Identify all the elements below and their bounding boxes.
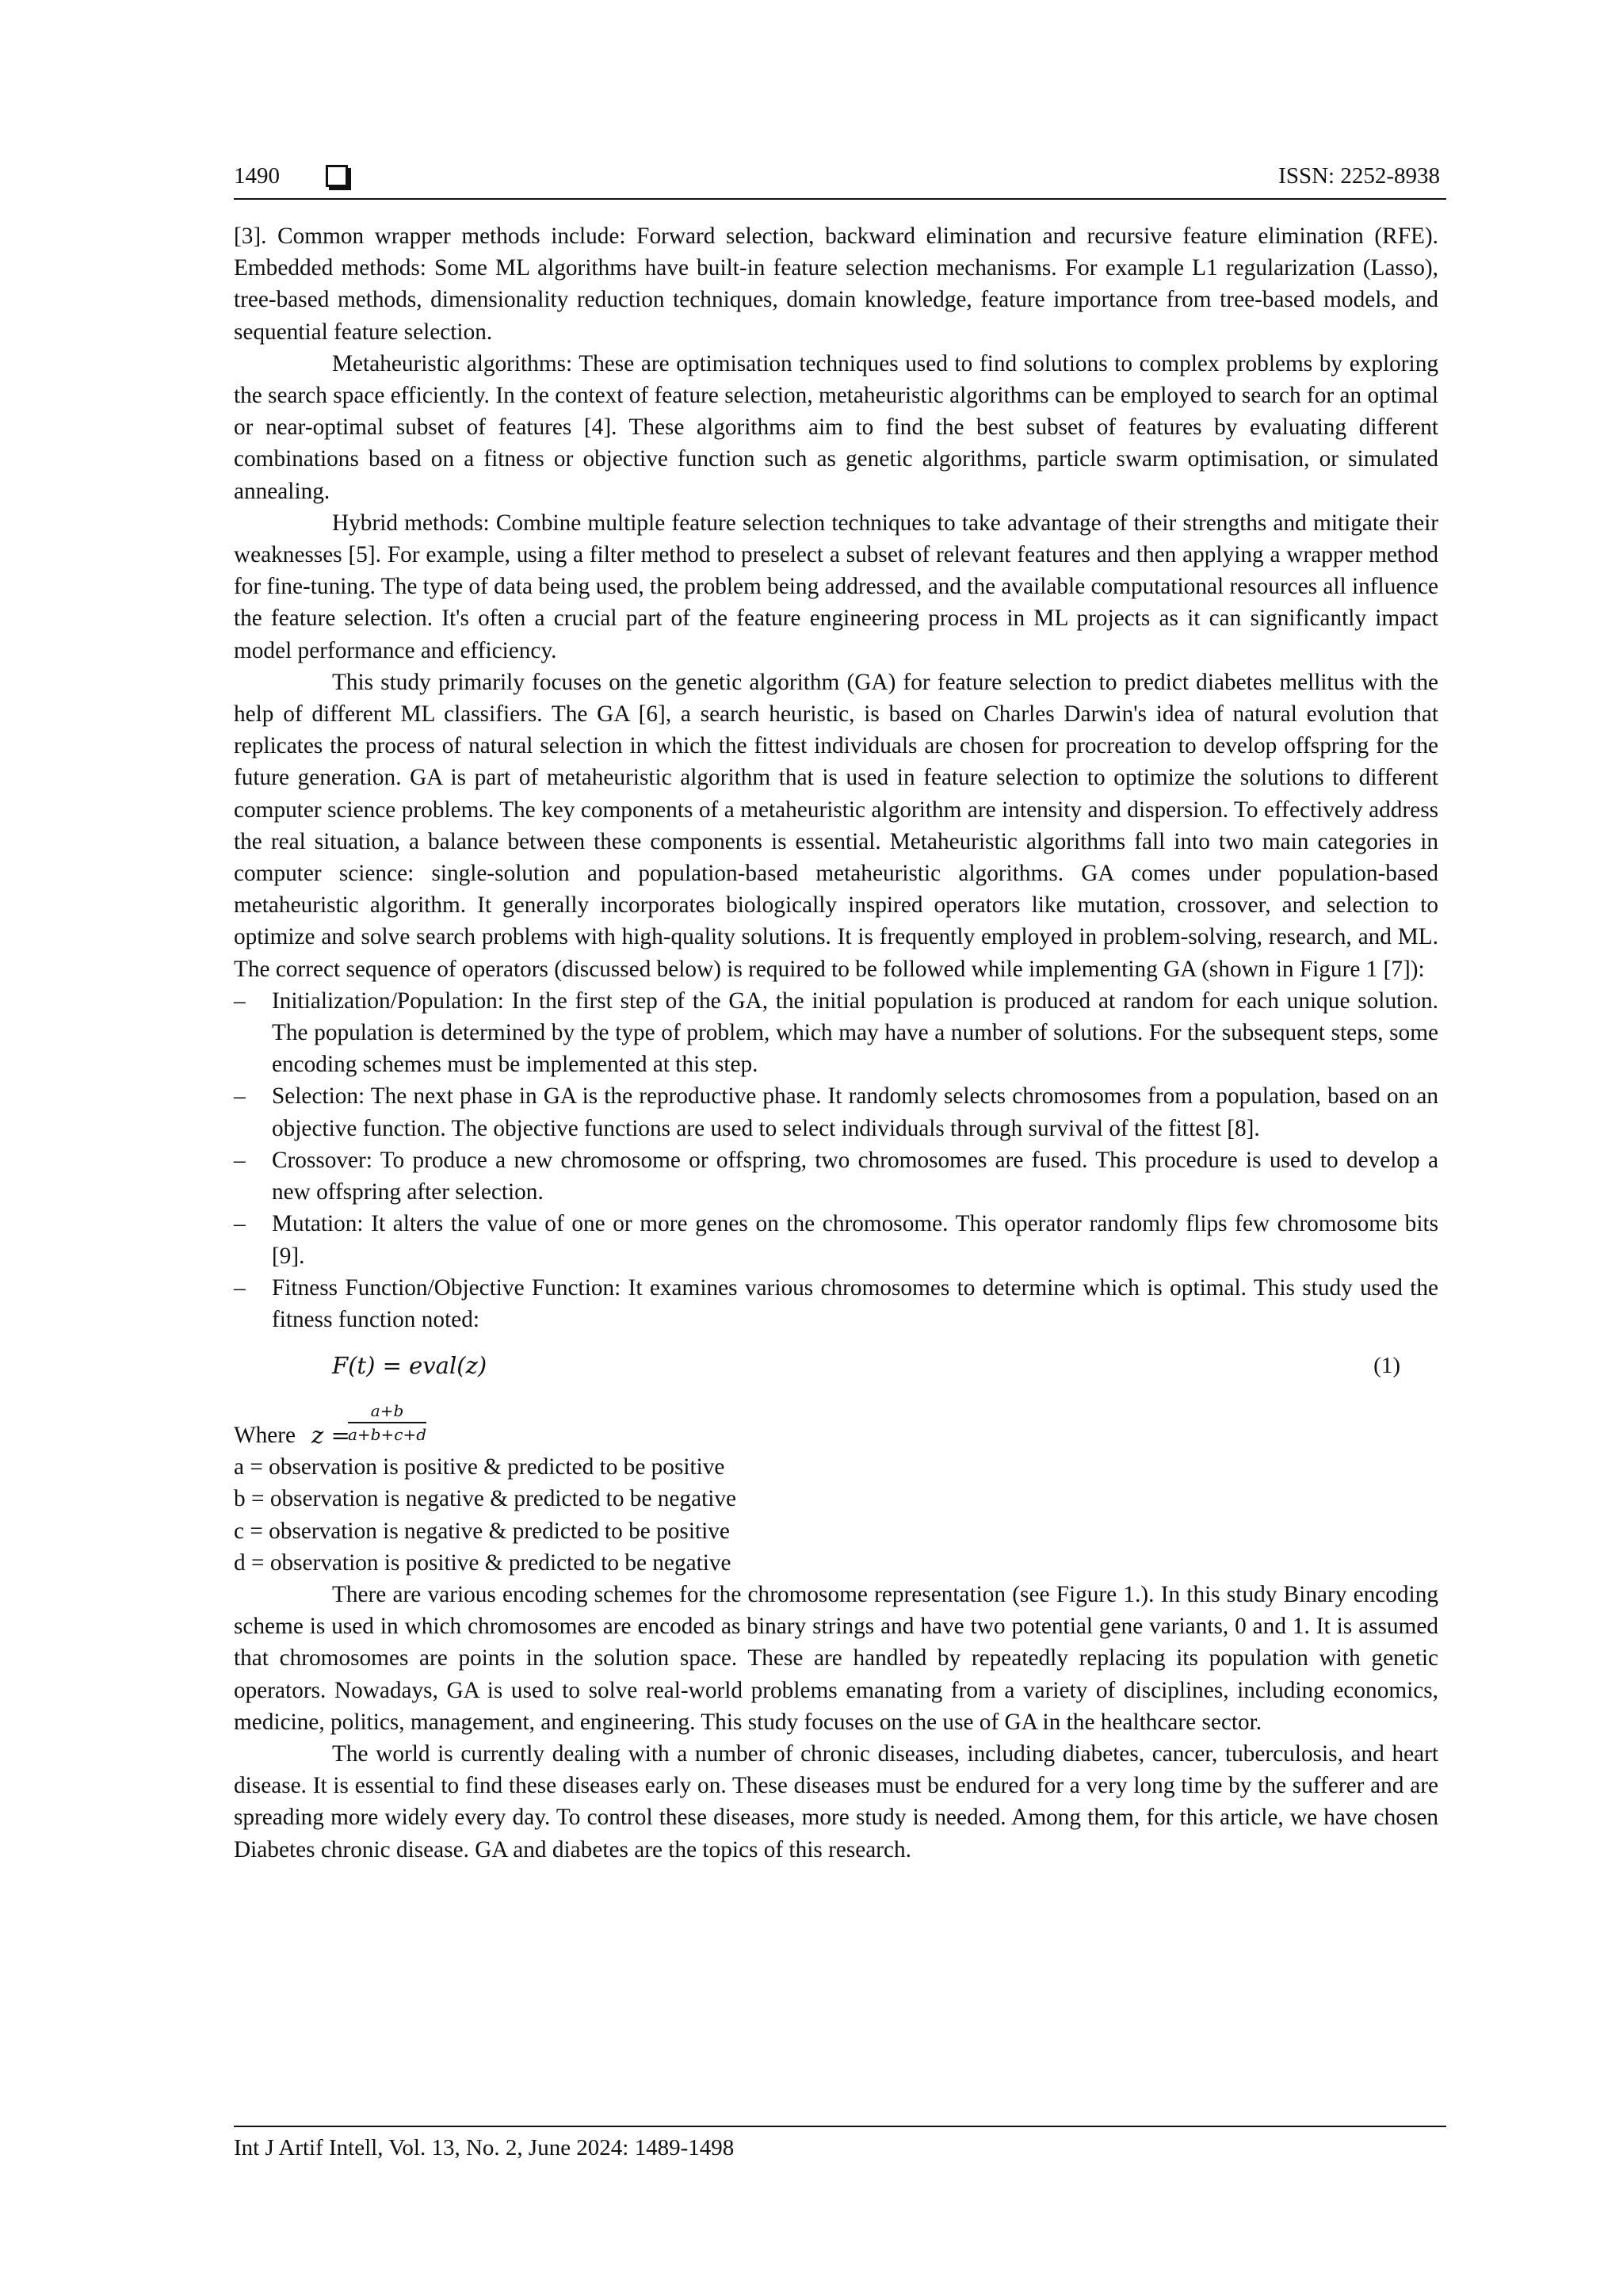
list-item: – Crossover: To produce a new chromosome or offspring, two chromosomes are fused. This procedure is used to develop a new offspring after selection. xyxy=(234,1144,1438,1208)
paragraph-hybrid: Hybrid methods: Combine multiple feature selection techniques to take advantage of their strengths and mitigate their weaknesses [5]. For example, using a filter method to preselect a subset of relevant features and then applying a wrapper method for fine-tuning. The type of data being used, the problem being addressed, and the available computational resources all influence the feature selection. It's often a crucial part of the feature engineering process in ML projects as it can significantly impact model performance and efficiency. xyxy=(234,510,1438,663)
definition-b: b = observation is negative & predicted to be negative xyxy=(234,1486,737,1512)
paragraph-wrapper-methods: [3]. Common wrapper methods include: Forward selection, backward elimination and recursive feature elimination (RFE). Embedded methods: Some ML algorithms have built-in feature selection mechanisms. For example L1 regularization (Lasso), tree-based methods, dimensionality reduction techniques, domain knowledge, feature importance from tree-based models, and sequential feature selection. xyxy=(234,223,1438,345)
where-label: Where xyxy=(234,1423,296,1449)
where-clause xyxy=(234,1399,1438,1451)
page-number: 1490 xyxy=(234,163,280,189)
fraction xyxy=(348,1400,426,1445)
equation-number: (1) xyxy=(1373,1353,1400,1379)
header-rule xyxy=(234,198,1446,200)
box-icon xyxy=(326,165,348,187)
footer-citation: Int J Artif Intell, Vol. 13, No. 2, June 2024: 1489-1498 xyxy=(234,2135,735,2160)
definition-a: a = observation is positive & predicted to be positive xyxy=(234,1454,725,1480)
fraction-numerator: a+b xyxy=(370,1401,404,1421)
definition-c: c = observation is negative & predicted to be positive xyxy=(234,1518,730,1544)
definition-d: d = observation is positive & predicted to be negative xyxy=(234,1549,731,1576)
article-body xyxy=(234,220,1438,1866)
fraction-denominator: a+b+c+d xyxy=(348,1425,427,1445)
list-item: – Mutation: It alters the value of one or more genes on the chromosome. This operator randomly flips few chromosome bits [9]. xyxy=(234,1208,1438,1271)
fraction-bar xyxy=(348,1422,426,1423)
equation-expression: F(t) = eval(z) xyxy=(332,1352,487,1380)
equation-1 xyxy=(234,1335,1438,1399)
paragraph-metaheuristic: Metaheuristic algorithms: These are optimisation techniques used to find solutions to complex problems by exploring the search space efficiently. In the context of feature selection, metaheuristic algorithms can be employed to search for an optimal or near-optimal subset of features [4]. These algorithms aim to find the best subset of features by evaluating different combinations based on a fitness or objective function such as genetic algorithms, particle swarm optimisation, or simulated annealing. xyxy=(234,350,1438,504)
list-item: – Fitness Function/Objective Function: It examines various chromosomes to determine which is optimal. This study used the fitness function noted: xyxy=(234,1272,1438,1335)
paragraph-encoding: There are various encoding schemes for the chromosome representation (see Figure 1.). In this study Binary encoding scheme is used in which chromosomes are encoded as binary strings and have two potential gene variants, 0 and 1. It is assumed that chromosomes are points in the solution space. These are handled by repeatedly replacing its population with genetic operators. Nowadays, GA is used to solve real-world problems emanating from a variety of disciplines, including economics, medicine, politics, management, and engineering. This study focuses on the use of GA in the healthcare sector. xyxy=(234,1581,1438,1735)
list-item: – Initialization/Population: In the first step of the GA, the initial population is produced at random for each unique solution. The population is determined by the type of problem, which may have a number of solutions. For the subsequent steps, some encoding schemes must be implemented at this step. xyxy=(234,985,1438,1081)
issn-label: ISSN: 2252-8938 xyxy=(1278,163,1440,189)
footer-rule xyxy=(234,2126,1446,2127)
list-item: – Selection: The next phase in GA is the reproductive phase. It randomly selects chromosomes from a population, based on an objective function. The objective functions are used to select individuals through survival of the fittest [8]. xyxy=(234,1080,1438,1144)
paragraph-chronic-diseases: The world is currently dealing with a number of chronic diseases, including diabetes, cancer, tuberculosis, and heart disease. It is essential to find these diseases early on. These diseases must be endured for a very long time by the sufferer and are spreading more widely every day. To control these diseases, more study is needed. Among them, for this article, we have chosen Diabetes chronic disease. GA and diabetes are the topics of this research. xyxy=(234,1740,1438,1862)
page-header xyxy=(234,155,1446,197)
paragraph-ga-intro: This study primarily focuses on the genetic algorithm (GA) for feature selection to predict diabetes mellitus with the help of different ML classifiers. The GA [6], a search heuristic, is based on Charles Darwin's idea of natural evolution that replicates the process of natural selection in which the fittest individuals are chosen for procreation to develop offspring for the future generation. GA is part of metaheuristic algorithm that is used in feature selection to optimize the solutions to different computer science problems. The key components of a metaheuristic algorithm are intensity and dispersion. To effectively address the real situation, a balance between these components is essential. Metaheuristic algorithms fall into two main categories in computer science: single-solution and population-based metaheuristic algorithms. GA comes under population-based metaheuristic algorithm. It generally incorporates biologically inspired operators like mutation, crossover, and selection to optimize and solve search problems with high-quality solutions. It is frequently employed in problem-solving, research, and ML. The correct sequence of operators (discussed below) is required to be followed while implementing GA (shown in Figure 1 [7]): xyxy=(234,669,1438,982)
ga-operators-list xyxy=(234,985,1438,1335)
where-lhs: z = xyxy=(311,1422,350,1450)
